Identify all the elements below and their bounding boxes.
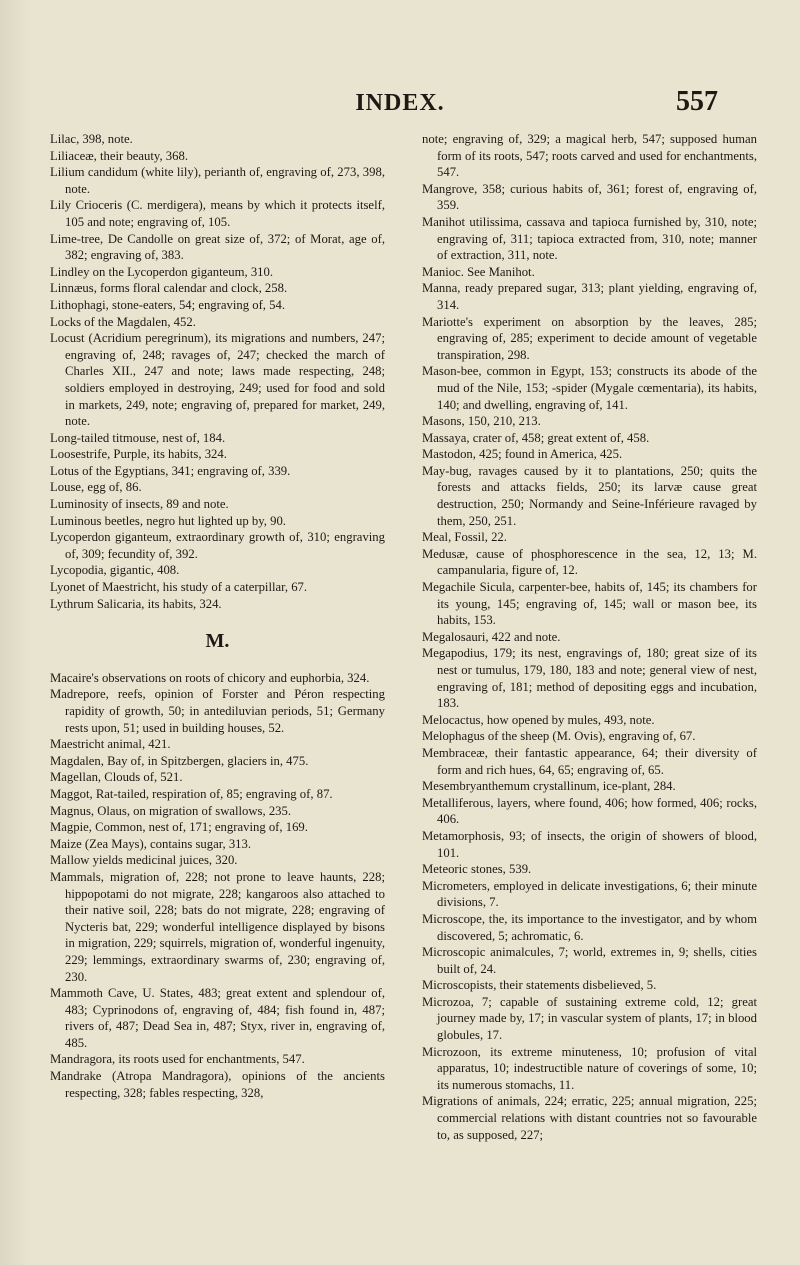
index-entry: Mammoth Cave, U. States, 483; great extent and splendour of, 483; Cyprinodons of, engraving of, 484; fish found in, 487; rivers of, 487; Dead Sea in, 487; Styx, river in, engraving of, 485. — [50, 986, 385, 1050]
index-entry: note; engraving of, 329; a magical herb, 547; supposed human form of its roots, 547; roots carved and used for enchantments, 547. — [422, 132, 757, 180]
index-entry: Manna, ready prepared sugar, 313; plant yielding, engraving of, 314. — [422, 281, 757, 312]
index-entry: Mammals, migration of, 228; not prone to leave haunts, 228; hippopotami do not migrate, 228; kangaroos also attached to their native soil, 228; bats do not migrate, 228; engraving of Nycteris bat, 229; wonderful intelligence displayed by bisons in migration, 229; squirrels, migration of, wonderful ingenuity, 229; lemmings, extraordinary swarms of, 230; engraving of, 230. — [50, 869, 385, 984]
page-spine-shadow — [0, 0, 30, 1265]
index-entry: Mesembryanthemum crystallinum, ice-plant, 284. — [422, 779, 676, 794]
index-entry: Liliaceæ, their beauty, 368. — [50, 148, 188, 163]
index-entry: Lilac, 398, note. — [50, 132, 133, 146]
index-entry: Manioc. See Manihot. — [422, 264, 535, 279]
index-entry: Magnus, Olaus, on migration of swallows, 235. — [50, 803, 292, 818]
index-entry: Membraceæ, their fantastic appearance, 64; their diversity of form and rich hues, 64, 65; engraving of, 65. — [422, 745, 757, 777]
index-entry: Microscope, the, its importance to the investigator, and by whom discovered, 5; achromatic, 6. — [422, 911, 757, 943]
left-entries-m — [50, 670, 385, 1101]
index-entry: Lithophagi, stone-eaters, 54; engraving of, 54. — [50, 297, 286, 312]
index-entry: Lycoperdon giganteum, extraordinary growth of, 310; engraving of, 309; fecundity of, 392. — [50, 530, 385, 561]
index-entry: Megalosauri, 422 and note. — [422, 629, 561, 644]
index-entry: Lindley on the Lycoperdon giganteum, 310. — [50, 264, 274, 279]
index-entry: May-bug, ravages caused by it to plantations, 250; quits the forests and attacks fields, 250; its larvæ cause great destruction, 250; Normandy and Seine-Inférieure ravaged by them, 250, 251. — [422, 463, 757, 528]
index-entry: Massaya, crater of, 458; great extent of, 458. — [422, 430, 650, 445]
index-entry: Mason-bee, common in Egypt, 153; constructs its abode of the mud of the Nile, 153; -spider (Mygale cœmentaria), its habits, 140; and dwelling, engraving of, 141. — [422, 364, 757, 412]
index-entry: Lycopodia, gigantic, 408. — [50, 563, 180, 578]
index-entry: Maggot, Rat-tailed, respiration of, 85; engraving of, 87. — [50, 786, 333, 801]
index-entry: Metalliferous, layers, where found, 406; how formed, 406; rocks, 406. — [422, 795, 757, 827]
index-entry: Madrepore, reefs, opinion of Forster and Péron respecting rapidity of growth, 50; in antediluvian periods, 51; Germany rests upon, 51; used in building houses, 52. — [50, 687, 385, 735]
index-entry: Megapodius, 179; its nest, engravings of, 180; great size of its nest or tumulus, 179, 180, 183 and note; general view of nest, engraving of, 181; method of depositing eggs and incubation, 183. — [422, 646, 757, 711]
index-entry: Mangrove, 358; curious habits of, 361; forest of, engraving of, 359. — [422, 181, 757, 213]
index-entry: Magdalen, Bay of, in Spitzbergen, glaciers in, 475. — [50, 753, 309, 768]
index-entry: Melocactus, how opened by mules, 493, note. — [422, 712, 655, 727]
index-entry: Mariotte's experiment on absorption by the leaves, 285; engraving of, 285; experiment to decide amount of vegetable transpiration, 298. — [422, 314, 757, 362]
index-entry: Locks of the Magdalen, 452. — [50, 314, 196, 329]
index-entry: Lythrum Salicaria, its habits, 324. — [50, 596, 222, 611]
index-entry: Microzoon, its extreme minuteness, 10; profusion of vital apparatus, 10; indestructible nature of coverings of some, 10; its numerous stomachs, 11. — [422, 1044, 757, 1092]
index-entry: Locust (Acridium peregrinum), its migrations and numbers, 247; engraving of, 248; ravages of, 247; checked the march of Charles XII., 247 and note; laws made respecting, 248; soldiers employed in destroying, 249; used for food and sold in markets, 249, note; engraving of, prepared for market, 249, note. — [50, 331, 385, 429]
index-entry: Magellan, Clouds of, 521. — [50, 770, 183, 785]
right-column — [422, 131, 757, 1143]
index-entry: Magpie, Common, nest of, 171; engraving of, 169. — [50, 820, 308, 835]
index-entry: Lyonet of Maestricht, his study of a caterpillar, 67. — [50, 580, 308, 595]
index-entry: Long-tailed titmouse, nest of, 184. — [50, 430, 226, 445]
index-entry: Metamorphosis, 93; of insects, the origin of showers of blood, 101. — [422, 828, 757, 860]
index-entry: Lime-tree, De Candolle on great size of, 372; of Morat, age of, 382; engraving of, 383. — [50, 231, 385, 263]
index-entry: Meteoric stones, 539. — [422, 862, 532, 877]
index-entry: Mandrake (Atropa Mandragora), opinions of the ancients respecting, 328; fables respecting, 328, — [50, 1069, 385, 1100]
index-entry: Manihot utilissima, cassava and tapioca furnished by, 310, note; engraving of, 311; tapioca extracted from, 310, note; manner of extraction, 311, note. — [422, 214, 757, 263]
index-entry: Lilium candidum (white lily), perianth of, engraving of, 273, 398, note. — [50, 165, 385, 196]
index-entry: Microscopic animalcules, 7; world, extremes in, 9; shells, cities built of, 24. — [422, 945, 757, 976]
index-entry: Linnæus, forms floral calendar and clock, 258. — [50, 281, 288, 296]
index-entry: Mallow yields medicinal juices, 320. — [50, 853, 238, 868]
index-entry: Melophagus of the sheep (M. Ovis), engraving of, 67. — [422, 729, 696, 744]
left-column — [50, 131, 385, 1101]
index-entry: Louse, egg of, 86. — [50, 480, 142, 495]
index-entry: Mastodon, 425; found in America, 425. — [422, 447, 623, 462]
index-entry: Meal, Fossil, 22. — [422, 530, 507, 545]
index-entry: Megachile Sicula, carpenter-bee, habits of, 145; its chambers for its young, 145; engraving of, 145; wall or mason bee, its habits, 153. — [422, 580, 757, 628]
index-entry: Masons, 150, 210, 213. — [422, 414, 541, 429]
index-entry: Migrations of animals, 224; erratic, 225; annual migration, 225; commercial relations with distant countries not so favourable to, as supposed, 227; — [422, 1094, 757, 1142]
index-entry: Mandragora, its roots used for enchantments, 547. — [50, 1052, 305, 1067]
index-entry: Medusæ, cause of phosphorescence in the sea, 12, 13; M. campanularia, figure of, 12. — [422, 546, 757, 578]
index-entry: Micrometers, employed in delicate investigations, 6; their minute divisions, 7. — [422, 878, 757, 910]
letter-heading-m: M. — [205, 630, 230, 653]
index-entry: Loosestrife, Purple, its habits, 324. — [50, 447, 227, 462]
index-entry: Lotus of the Egyptians, 341; engraving of, 339. — [50, 463, 291, 478]
index-entry: Maestricht animal, 421. — [50, 737, 171, 752]
page-number: 557 — [676, 86, 718, 117]
index-entry: Microscopists, their statements disbelieved, 5. — [422, 978, 657, 993]
index-entry: Luminosity of insects, 89 and note. — [50, 497, 229, 512]
index-entry: Macaire's observations on roots of chicory and euphorbia, 324. — [50, 670, 370, 685]
right-entries — [422, 131, 757, 1143]
index-entry: Lily Crioceris (C. merdigera), means by which it protects itself, 105 and note; engraving of, 105. — [50, 198, 385, 229]
left-entries-l — [50, 131, 385, 612]
page-title: INDEX. — [355, 90, 445, 116]
index-entry: Luminous beetles, negro hut lighted up by, 90. — [50, 513, 286, 528]
index-entry: Microzoa, 7; capable of sustaining extreme cold, 12; great journey made by, 17; in vascular system of plants, 17; in blood globules, 17. — [422, 994, 757, 1043]
index-entry: Maize (Zea Mays), contains sugar, 313. — [50, 836, 252, 851]
